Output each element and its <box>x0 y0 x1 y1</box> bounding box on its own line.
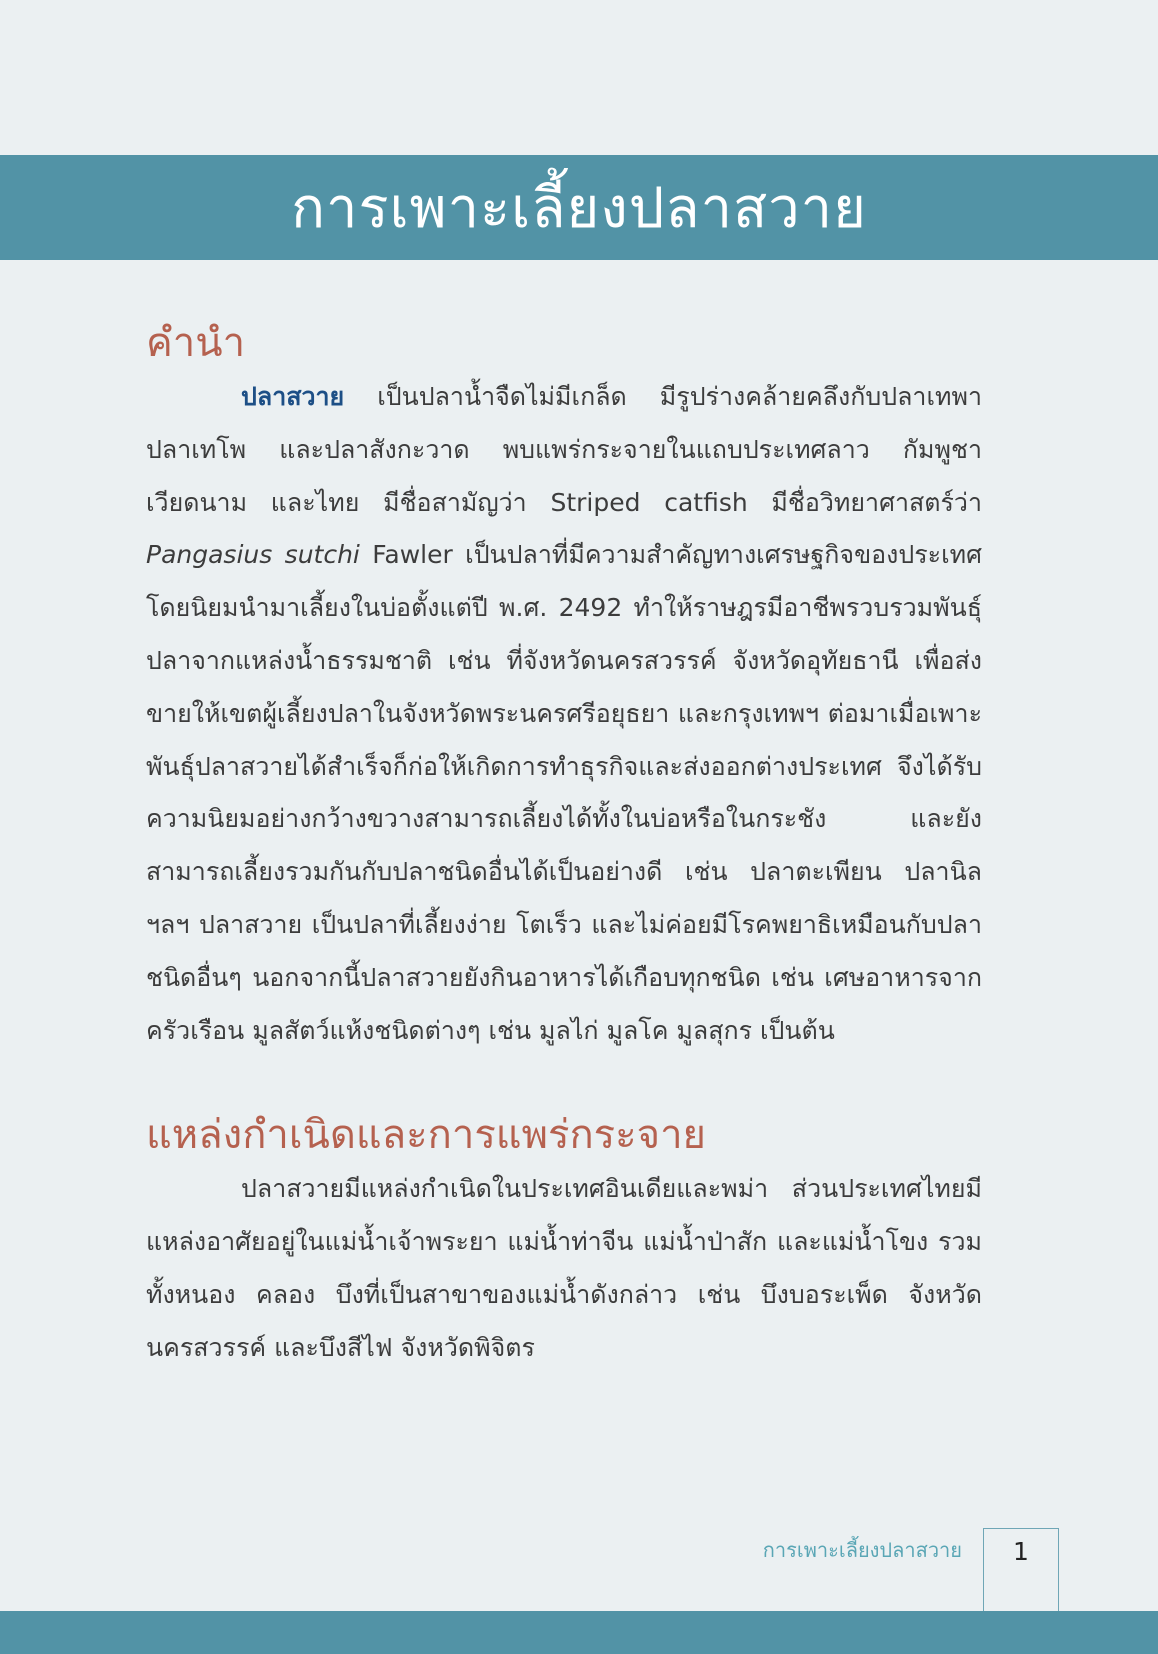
section-introduction <box>146 315 982 1057</box>
section-paragraph <box>146 371 982 1057</box>
section-heading: แหล่งกำเนิดและการแพร่กระจาย <box>146 1112 706 1159</box>
section-heading: คำนำ <box>146 320 246 366</box>
section-origin-distribution <box>146 1107 982 1374</box>
paragraph-text: Fawler เป็นปลาที่มีความสำคัญทางเศรษฐกิจของประเทศ โดยนิยมนำมาเลี้ยงในบ่อตั้งแต่ปี พ.ศ. 2492 ทำให้ราษฎรมีอาชีพรวบรวมพันธุ์ปลาจากแหล่งน้ำธรรมชาติ เช่น ที่จังหวัดนครสวรรค์ จังหวัดอุทัยธานี เพื่อส่งขายให้เขตผู้เลี้ยงปลาในจังหวัดพระนครศรีอยุธยา และกรุงเทพฯ ต่อมาเมื่อเพาะพันธุ์ปลาสวายได้สำเร็จก็ก่อให้เกิดการทำธุรกิจและส่งออกต่างประเทศ จึงได้รับความนิยมอย่างกว้างขวางสามารถเลี้ยงได้ทั้งในบ่อหรือในกระชัง และยังสามารถเลี้ยงรวมกันกับปลาชนิดอื่นได้เป็นอย่างดี เช่น ปลาตะเพียน ปลานิล ฯลฯ ปลาสวาย เป็นปลาที่เลี้ยงง่าย โตเร็ว และไม่ค่อยมีโรคพยาธิเหมือนกับปลาชนิดอื่นๆ นอกจากนี้ปลาสวายยังกินอาหารได้เกือบทุกชนิด เช่น เศษอาหารจากครัวเรือน มูลสัตว์แห้งชนิดต่างๆ เช่น มูลไก่ มูลโค มูลสุกร เป็นต้น <box>146 540 982 1045</box>
page-number: 1 <box>983 1528 1059 1612</box>
title-band <box>0 155 1158 260</box>
running-title: การเพาะเลี้ยงปลาสวาย <box>762 1538 962 1562</box>
main-content <box>146 315 982 1375</box>
page-title: การเพาะเลี้ยงปลาสวาย <box>291 176 867 241</box>
paragraph-text: เป็นปลาน้ำจืดไม่มีเกล็ด มีรูปร่างคล้ายคลึงกับปลาเทพา ปลาเทโพ และปลาสังกะวาด พบแพร่กระจายในแถบประเทศลาว กัมพูชา เวียดนาม และไทย มีชื่อสามัญว่า Striped catfish มีชื่อวิทยาศาสตร์ว่า <box>146 382 982 517</box>
scientific-name: Pangasius sutchi <box>146 540 360 570</box>
lead-term: ปลาสวาย <box>241 382 345 411</box>
bottom-band <box>0 1611 1158 1654</box>
section-paragraph: ปลาสวายมีแหล่งกำเนิดในประเทศอินเดียและพม่า ส่วนประเทศไทยมีแหล่งอาศัยอยู่ในแม่น้ำเจ้าพระยา แม่น้ำท่าจีน แม่น้ำป่าสัก และแม่น้ำโขง รวมทั้งหนอง คลอง บึงที่เป็นสาขาของแม่น้ำดังกล่าว เช่น บึงบอระเพ็ด จังหวัดนครสวรรค์ และบึงสีไฟ จังหวัดพิจิตร <box>146 1174 982 1362</box>
